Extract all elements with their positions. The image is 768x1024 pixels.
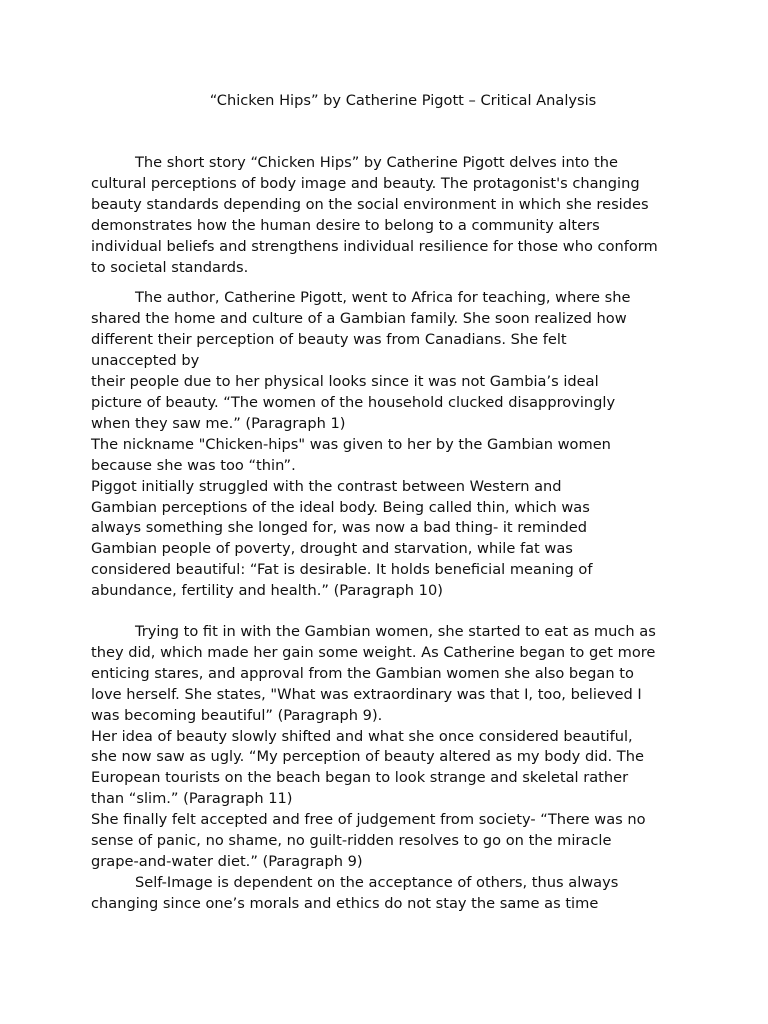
text-line: She finally felt accepted and free of judgement from society- “There was no [91, 811, 646, 829]
text-line: love herself. She states, "What was extraordinary was that I, too, believed I [91, 685, 642, 703]
text-line: considered beautiful: “Fat is desirable. It holds beneficial meaning of [91, 561, 593, 579]
page-title: “Chicken Hips” by Catherine Pigott – Critical Analysis [209, 92, 597, 109]
text-line: demonstrates how the human desire to belong to a community alters [91, 216, 600, 234]
text-line: different their perception of beauty was from Canadians. She felt [91, 331, 567, 349]
text-line: their people due to her physical looks since it was not Gambia’s ideal [91, 373, 599, 391]
text-line: they did, which made her gain some weight. As Catherine began to get more [91, 643, 656, 661]
paragraph-4 [91, 873, 685, 915]
document-body [91, 153, 685, 915]
text-line: changing since one’s morals and ethics do not stay the same as time [91, 894, 599, 912]
text-line: Self-Image is dependent on the acceptance of others, thus always [135, 873, 619, 891]
text-line: beauty standards depending on the social environment in which she resides [91, 195, 649, 213]
paragraph-3 [91, 622, 685, 873]
text-line: shared the home and culture of a Gambian family. She soon realized how [91, 310, 627, 328]
text-line: enticing stares, and approval from the Gambian women she also began to [91, 664, 634, 682]
text-line: when they saw me.” (Paragraph 1) [91, 414, 346, 432]
text-line: than “slim.” (Paragraph 11) [91, 790, 293, 808]
text-line: The short story “Chicken Hips” by Catherine Pigott delves into the [135, 154, 618, 171]
paragraph-2 [91, 288, 685, 602]
text-line: to societal standards. [91, 258, 249, 276]
text-line: she now saw as ugly. “My perception of beauty altered as my body did. The [91, 748, 644, 766]
text-line: Gambian people of poverty, drought and starvation, while fat was [91, 540, 573, 558]
text-line: grape-and-water diet.” (Paragraph 9) [91, 853, 363, 870]
text-line: always something she longed for, was now a bad thing- it reminded [91, 519, 587, 537]
text-line: sense of panic, no shame, no guilt-ridden resolves to go on the miracle [91, 832, 612, 850]
text-line: The author, Catherine Pigott, went to Africa for teaching, where she [135, 289, 631, 307]
text-line: unaccepted by [91, 352, 200, 370]
text-line: picture of beauty. “The women of the household clucked disapprovingly [91, 393, 616, 411]
text-line: The nickname "Chicken-hips" was given to her by the Gambian women [91, 435, 611, 453]
text-line: Trying to fit in with the Gambian women, she started to eat as much as [135, 623, 656, 641]
text-line: was becoming beautiful” (Paragraph 9). [91, 706, 383, 724]
text-line: Gambian perceptions of the ideal body. Being called thin, which was [91, 498, 590, 516]
text-line: European tourists on the beach began to look strange and skeletal rather [91, 769, 629, 787]
paragraph-1 [91, 153, 685, 278]
text-line: cultural perceptions of body image and beauty. The protagonist's changing [91, 174, 640, 192]
text-line: Her idea of beauty slowly shifted and what she once considered beautiful, [91, 727, 633, 745]
text-line: abundance, fertility and health.” (Paragraph 10) [91, 582, 443, 600]
text-line: because she was too “thin”. [91, 456, 296, 474]
text-line: individual beliefs and strengthens individual resilience for those who conform [91, 237, 658, 255]
text-line: Piggot initially struggled with the contrast between Western and [91, 477, 562, 495]
